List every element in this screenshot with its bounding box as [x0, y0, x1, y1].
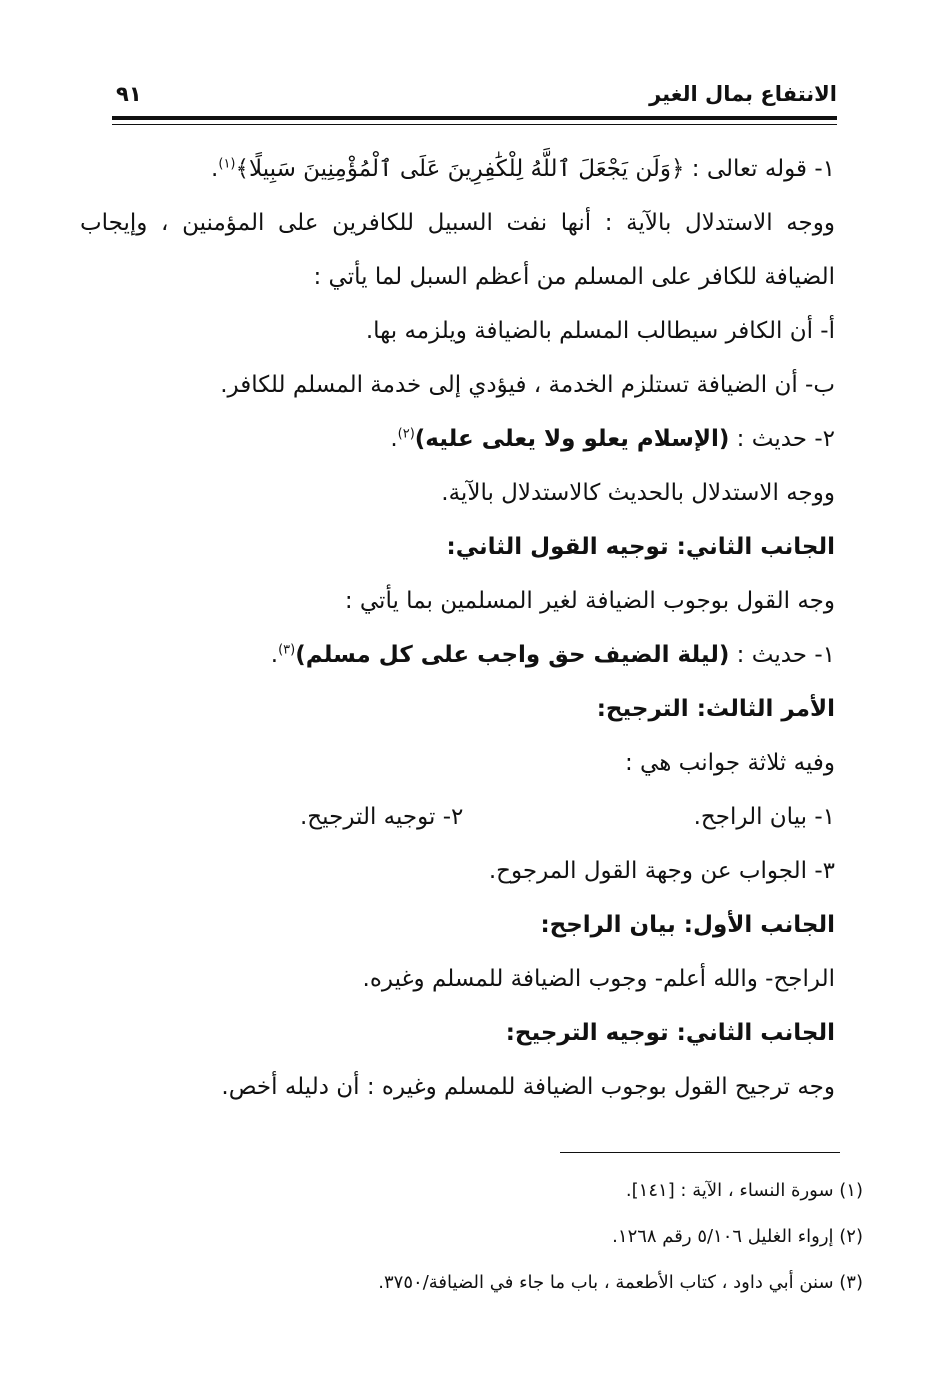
running-title: الانتفاع بمال الغير	[649, 82, 837, 106]
paragraph-line: وجه القول بوجوب الضيافة لغير المسلمين بما يأتي :	[344, 588, 835, 614]
footnote-ref-1: (١)	[218, 156, 236, 172]
hadith-line-2	[271, 642, 835, 670]
list-item-3: ٣- الجواب عن وجهة القول المرجوح.	[488, 858, 835, 884]
hadith-prefix: ١- حديث :	[729, 642, 835, 668]
footnote-ref-2: (٢)	[397, 426, 415, 442]
footnote-ref-3: (٣)	[278, 642, 296, 658]
footnote-3: (٣) سنن أبي داود ، كتاب الأطعمة ، باب ما جاء في الضيافة/٣٧٥٠.	[378, 1272, 863, 1293]
paragraph-line: وجه ترجيح القول بوجوب الضيافة للمسلم وغيره : أن دليله أخص.	[221, 1074, 835, 1100]
section-heading: الأمر الثالث: الترجيح:	[596, 696, 835, 722]
paragraph-line: ووجه الاستدلال بالحديث كالاستدلال بالآية.	[441, 480, 835, 506]
footnote-2: (٢) إرواء الغليل ٥/١٠٦ رقم ١٢٦٨.	[612, 1226, 863, 1247]
paragraph-line: الضيافة للكافر على المسلم من أعظم السبل لما يأتي :	[313, 264, 835, 290]
hadith-line-1	[390, 426, 835, 454]
header-rule-thick	[112, 116, 837, 120]
hadith-text: (ليلة الضيف حق واجب على كل مسلم)	[295, 642, 730, 668]
page-header	[112, 82, 837, 112]
paragraph-line: الراجح- والله أعلم- وجوب الضيافة للمسلم وغيره.	[362, 966, 835, 992]
list-item-b: ب- أن الضيافة تستلزم الخدمة ، فيؤدي إلى خدمة المسلم للكافر.	[220, 372, 835, 398]
footnote-separator	[560, 1152, 840, 1153]
page-number: ٩١	[116, 82, 142, 106]
line-end: .	[390, 426, 398, 452]
hadith-prefix: ٢- حديث :	[729, 426, 835, 452]
line-end: .	[270, 642, 279, 668]
section-heading: الجانب الثاني: توجيه القول الثاني:	[446, 534, 835, 560]
quran-verse-line	[211, 156, 835, 184]
paragraph-line: ووجه الاستدلال بالآية : أنها نفت السبيل للكافرين على المؤمنين ، وإيجاب	[80, 210, 835, 236]
hadith-text: (الإسلام يعلو ولا يعلى عليه)	[414, 426, 730, 452]
list-item-1: ١- بيان الراجح.	[693, 804, 835, 830]
list-item-2: ٢- توجيه الترجيح.	[300, 804, 464, 830]
footnote-1: (١) سورة النساء ، الآية : [١٤١].	[625, 1180, 863, 1201]
line-end: .	[211, 156, 219, 182]
section-heading: الجانب الأول: بيان الراجح:	[540, 912, 835, 938]
header-rule-thin	[112, 124, 837, 125]
verse-text: ١- قوله تعالى : ﴿وَلَن يَجْعَلَ ٱللَّهُ لِلْكَٰفِرِينَ عَلَى ٱلْمُؤْمِنِينَ سَبِيلًا﴾	[235, 156, 835, 182]
paragraph-line: وفيه ثلاثة جوانب هي :	[625, 750, 835, 776]
list-item-a: أ- أن الكافر سيطالب المسلم بالضيافة ويلزمه بها.	[365, 318, 835, 344]
section-heading: الجانب الثاني: توجيه الترجيح:	[505, 1020, 835, 1046]
